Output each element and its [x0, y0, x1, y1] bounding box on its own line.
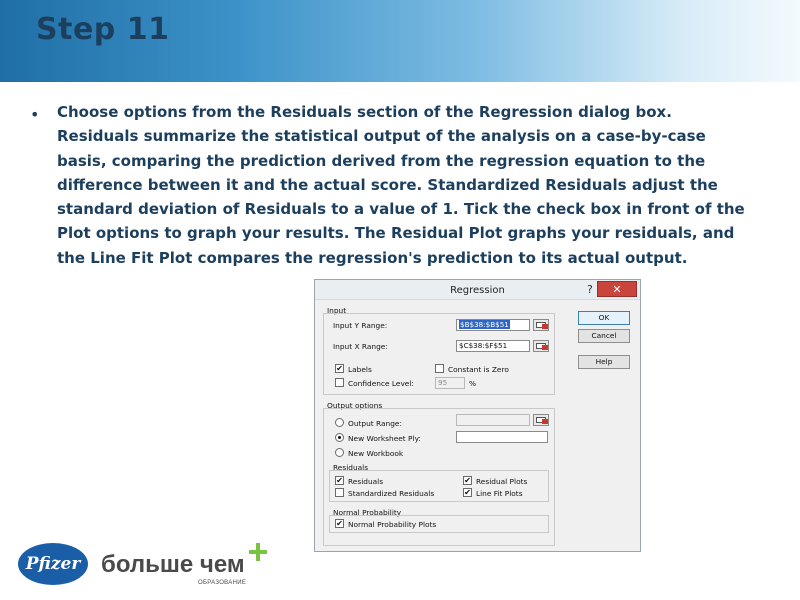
input-y-range-label: Input Y Range: — [333, 321, 388, 330]
bullet-marker: • — [30, 105, 40, 124]
collapse-dialog-icon[interactable] — [533, 319, 549, 331]
standardized-residuals-checkbox[interactable] — [335, 488, 344, 497]
regression-dialog — [314, 279, 641, 552]
labels-label: Labels — [348, 365, 372, 374]
residual-plots-label: Residual Plots — [476, 477, 528, 486]
slide-header-band — [0, 0, 800, 82]
help-button[interactable]: Help — [578, 355, 630, 369]
cancel-button[interactable]: Cancel — [578, 329, 630, 343]
confidence-level-field[interactable]: 95 — [435, 377, 465, 389]
output-range-field[interactable] — [456, 414, 530, 426]
residuals-group-label: Residuals — [333, 463, 369, 472]
line-fit-plots-checkbox[interactable]: ✔ — [464, 488, 471, 497]
confidence-level-label: Confidence Level: — [348, 379, 414, 388]
output-options-group-label: Output options — [327, 401, 383, 410]
help-question-icon[interactable]: ? — [587, 283, 593, 296]
brand-tagline-sub: ОБРАЗОВАНИЕ — [198, 580, 247, 586]
slide-title: Step 11 — [36, 12, 170, 47]
labels-checkbox[interactable]: ✔ — [336, 364, 343, 373]
brand-tagline: больше чем — [101, 551, 245, 578]
bullet-paragraph: Choose options from the Residuals section of the Regression dialog box. Residuals summarize the statistical output of the analysis on a case-by-case basis, comparing the prediction derived from the regression equation to the difference between it and the actual score. Standardized Residuals adjust the standard deviation of Residuals to a value of 1. Tick the check box in front of the Plot options to graph your results. The Residual Plot graphs your residuals, and the Line Fit Plot compares the regression's prediction to its actual output. — [57, 103, 745, 267]
input-x-range-label: Input X Range: — [333, 342, 388, 351]
ok-button[interactable]: OK — [578, 311, 630, 325]
percent-sign: % — [469, 379, 477, 388]
new-worksheet-label: New Worksheet Ply: — [348, 434, 421, 443]
new-workbook-radio[interactable] — [335, 448, 344, 457]
residuals-checkbox[interactable]: ✔ — [336, 476, 343, 485]
new-worksheet-field[interactable] — [456, 431, 548, 443]
input-y-range-value: $B$38:$B$51 — [460, 320, 509, 329]
input-group-label: Input — [327, 306, 347, 315]
residuals-label: Residuals — [348, 477, 384, 486]
plus-icon — [249, 550, 267, 554]
normal-probability-group-label: Normal Probability — [333, 508, 402, 517]
normal-probability-plots-label: Normal Probability Plots — [348, 520, 437, 529]
input-x-range-field[interactable]: $C$38:$F$51 — [456, 340, 530, 352]
pfizer-logo: Pfizer — [18, 543, 88, 585]
constant-zero-checkbox[interactable] — [435, 364, 444, 373]
constant-zero-label: Constant is Zero — [448, 365, 509, 374]
collapse-dialog-icon[interactable] — [533, 414, 549, 426]
standardized-residuals-label: Standardized Residuals — [348, 489, 435, 498]
residual-plots-checkbox[interactable]: ✔ — [464, 476, 471, 485]
input-y-range-field[interactable] — [456, 319, 530, 331]
dialog-title: Regression — [450, 285, 505, 296]
close-button[interactable]: ✕ — [597, 281, 637, 297]
normal-probability-plots-checkbox[interactable]: ✔ — [336, 519, 343, 528]
dialog-titlebar — [315, 280, 640, 300]
output-range-radio[interactable] — [335, 418, 344, 427]
new-workbook-label: New Workbook — [348, 449, 404, 458]
collapse-dialog-icon[interactable] — [533, 340, 549, 352]
output-range-label: Output Range: — [348, 419, 402, 428]
confidence-level-checkbox[interactable] — [335, 378, 344, 387]
new-worksheet-radio[interactable] — [335, 433, 344, 442]
line-fit-plots-label: Line Fit Plots — [476, 489, 523, 498]
